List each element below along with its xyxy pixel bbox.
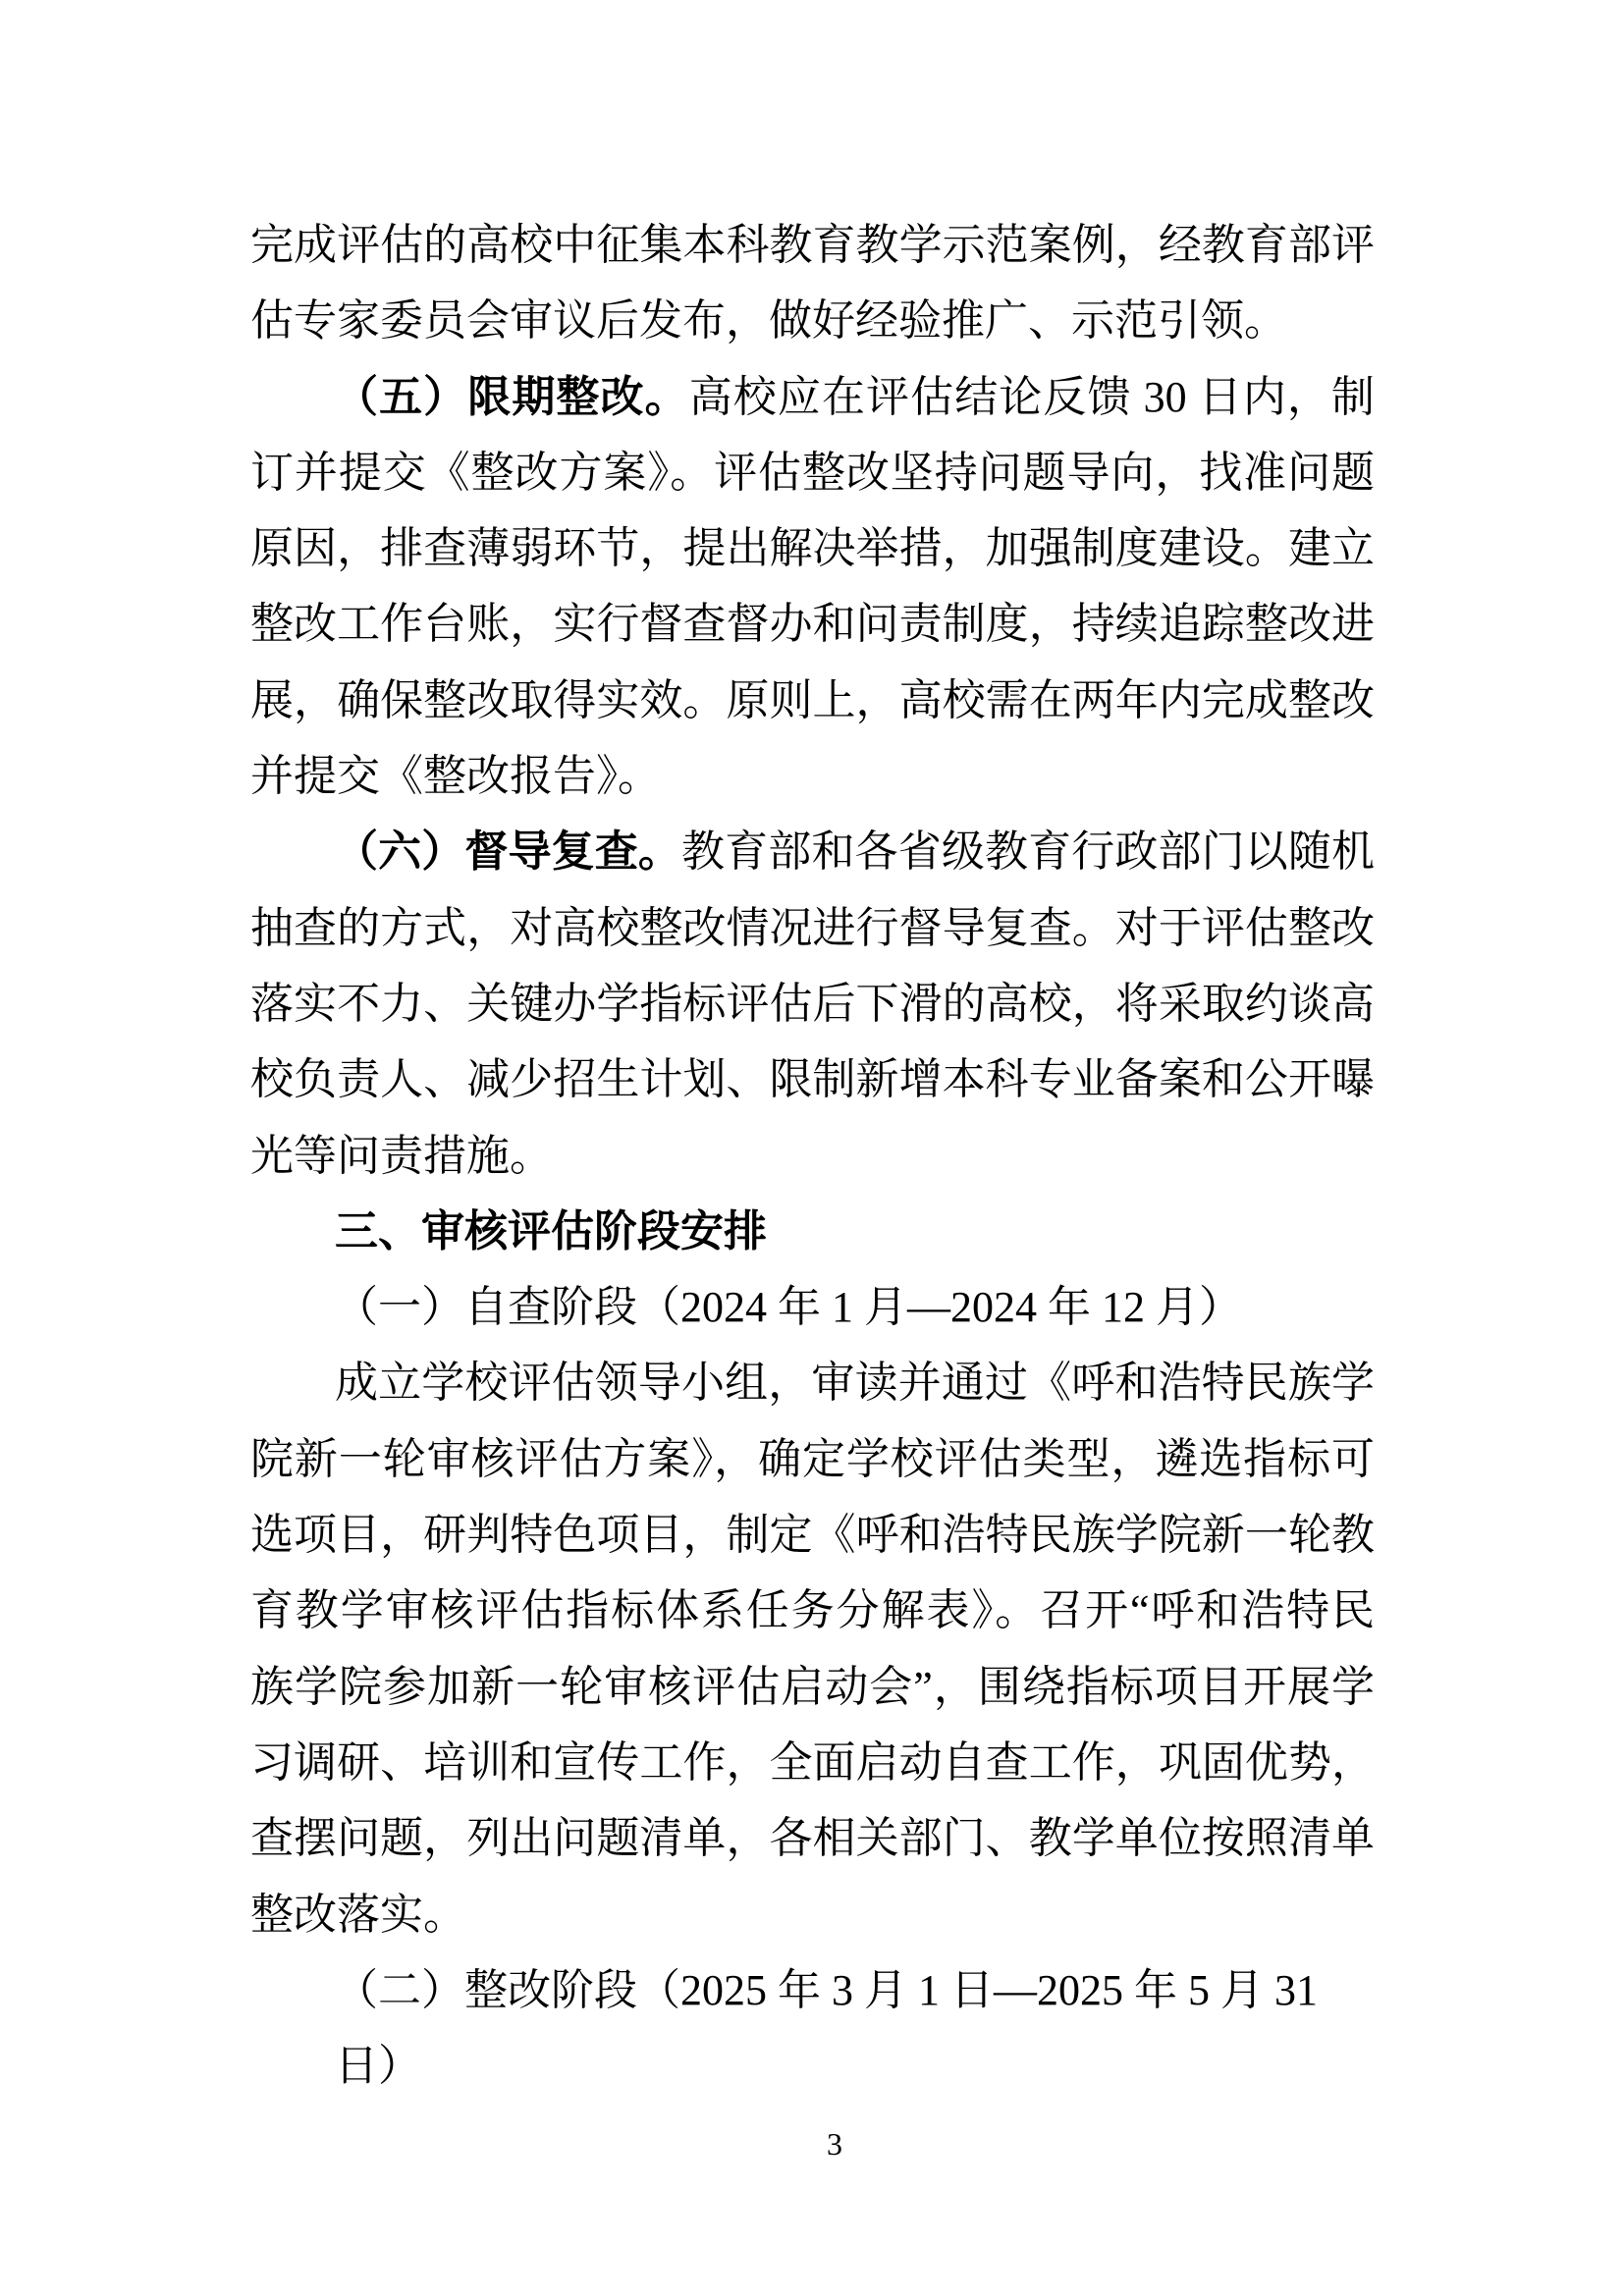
body-line [250, 1877, 1375, 1952]
text-run: （一）自查阶段（2024 年 1 月—2024 年 12 月） [335, 1283, 1242, 1332]
text-run: 展，确保整改取得实效。原则上，高校需在两年内完成整改 [250, 675, 1375, 724]
body-line [250, 738, 1375, 814]
body-line [250, 1421, 1375, 1497]
subsection-heading [250, 1269, 1375, 1345]
body-line [250, 1118, 1375, 1194]
text-run: 族学院参加新一轮审核评估启动会”，围绕指标项目开展学 [250, 1662, 1375, 1711]
text-run: 完成评估的高校中征集本科教育教学示范案例，经教育部评 [250, 221, 1375, 269]
text-run: 育教学审核评估指标体系任务分解表》。召开“呼和浩特民 [250, 1586, 1375, 1635]
text-run: 抽查的方式，对高校整改情况进行督导复查。对于评估整改 [250, 903, 1375, 952]
text-run: 并提交《整改报告》。 [250, 752, 661, 801]
text-run: 原因，排查薄弱环节，提出解决举措，加强制度建设。建立 [250, 524, 1375, 573]
text-run: 估专家委员会审议后发布，做好经验推广、示范引领。 [250, 296, 1287, 346]
text-run: （二）整改阶段（2025 年 3 月 1 日—2025 年 5 月 31 日） [335, 1965, 1318, 2091]
bold-text-run: （五）限期整改。 [335, 372, 689, 421]
body-line [250, 359, 1375, 435]
body-line [250, 1649, 1375, 1725]
text-run: 光等问责措施。 [250, 1131, 553, 1180]
body-line [250, 207, 1375, 283]
body-line [250, 1573, 1375, 1648]
body-line [250, 814, 1375, 889]
body-line [250, 435, 1375, 510]
text-run: 查摆问题，列出问题清单，各相关部门、教学单位按照清单 [250, 1814, 1375, 1863]
body-line [250, 1345, 1375, 1420]
text-run: 落实不力、关键办学指标评估后下滑的高校，将采取约谈高 [250, 979, 1375, 1028]
subsection-heading [250, 1952, 1375, 2091]
body-line [250, 663, 1375, 738]
text-run: 成立学校评估领导小组，审读并通过《呼和浩特民族学 [335, 1359, 1375, 1408]
text-run: 订并提交《整改方案》。评估整改坚持问题导向，找准问题 [250, 448, 1375, 497]
body-line [250, 1800, 1375, 1876]
text-run: 高校应在评估结论反馈 30 日内，制 [688, 372, 1376, 421]
body-line [250, 510, 1375, 586]
text-run: 整改工作台账，实行督查督办和问责制度，持续追踪整改进 [250, 600, 1375, 649]
body-line [250, 1041, 1375, 1117]
body-line [250, 283, 1375, 358]
page-number: 3 [827, 2126, 842, 2162]
body-line [250, 966, 1375, 1041]
text-run: 习调研、培训和宣传工作，全面启动自查工作，巩固优势， [250, 1737, 1375, 1787]
body-line [250, 586, 1375, 662]
text-run: 教育部和各省级教育行政部门以随机 [681, 828, 1376, 877]
text-run: 校负责人、减少招生计划、限制新增本科专业备案和公开曝 [250, 1055, 1375, 1104]
body-line [250, 1725, 1375, 1800]
section-heading [250, 1194, 1375, 1269]
bold-text-run: （六）督导复查。 [335, 828, 682, 877]
text-run: 院新一轮审核评估方案》，确定学校评估类型，遴选指标可 [250, 1434, 1375, 1483]
body-line [250, 890, 1375, 966]
text-run: 整改落实。 [250, 1890, 466, 1939]
body-line [250, 1497, 1375, 1573]
text-run: 选项目，研判特色项目，制定《呼和浩特民族学院新一轮教 [250, 1511, 1375, 1560]
text-run: 三、审核评估阶段安排 [335, 1206, 767, 1255]
document-body [250, 207, 1376, 2091]
